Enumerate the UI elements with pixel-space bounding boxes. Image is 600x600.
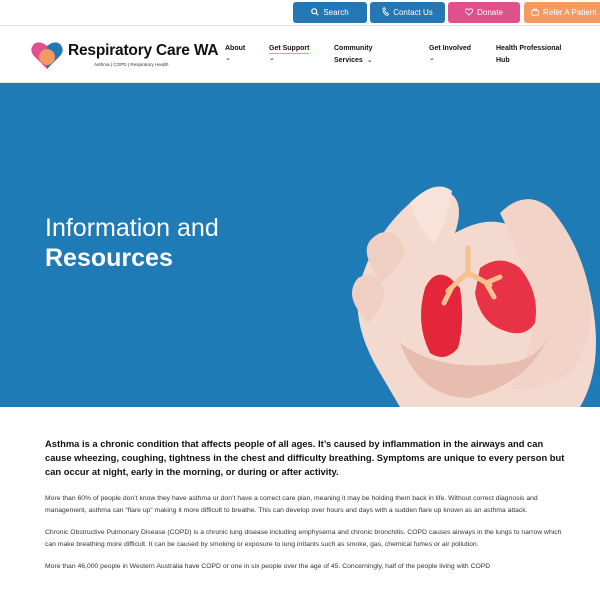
- chevron-down-icon: ⌄: [366, 56, 373, 64]
- nav-community-services[interactable]: [334, 43, 394, 66]
- chevron-down-icon: ⌄: [269, 54, 275, 62]
- phone-icon: [382, 7, 389, 18]
- refer-a-patient-button[interactable]: [524, 2, 600, 23]
- search-icon: [311, 8, 319, 18]
- intro-paragraph: Asthma is a chronic condition that affects people of all ages. It’s caused by inflammation in the airways and can cause wheezing, coughing, tightness in the chest and difficulty breathing. Symptoms are unique to every person but can occur at night, early in the morning, or during or after activity.: [45, 438, 565, 477]
- page-title: [45, 213, 219, 273]
- nav-get-support-label: Get Support: [269, 45, 310, 52]
- search-button[interactable]: [293, 2, 367, 23]
- logo-name: Respiratory Care WA: [68, 42, 219, 59]
- contact-us-label: Contact Us: [393, 8, 433, 17]
- heart-logo-icon: [30, 38, 64, 72]
- search-label: Search: [323, 8, 349, 17]
- chevron-down-icon: ⌄: [429, 54, 435, 62]
- refer-icon: [531, 8, 539, 18]
- nav-get-support[interactable]: [269, 43, 309, 63]
- utility-bar: [0, 0, 600, 26]
- donate-label: Donate: [477, 8, 503, 17]
- refer-a-patient-label: Refer A Patient: [543, 8, 597, 17]
- page-title-line1: Information and: [45, 214, 219, 242]
- logo[interactable]: [30, 38, 220, 72]
- donate-button[interactable]: [448, 2, 520, 23]
- body-paragraph: More than 60% of people don’t know they have asthma or don’t have a correct care plan, meaning it may be holding them back in life. Without correct diagnosis and management, asthma can “flare up” making it more difficult to breathe. This can develop over hours and days with a sudden flare up known as an asthma attack.: [45, 495, 538, 514]
- hands-holding-lungs-image: [340, 173, 600, 407]
- nav-about[interactable]: [225, 43, 245, 63]
- main-content: [45, 437, 565, 584]
- heart-icon: [465, 8, 473, 18]
- body-paragraph: More than 46,000 people in Western Australia have COPD or one in six people over the age of 45. Concerningly, half of the people living with COPD: [45, 563, 491, 570]
- nav-community-services-label: Community Services: [334, 45, 373, 64]
- nav-get-involved[interactable]: [429, 43, 471, 63]
- nav-get-involved-label: Get Involved: [429, 45, 472, 52]
- body-paragraph: Chronic Obstructive Pulmonary Disease (COPD) is a chronic lung disease including emphysema and chronic bronchitis. COPD causes airways in the lungs to narrow which can make breathing more difficult. It can be caused by smoking or exposure to lung irritants such as smoke, gas, chemical fumes or air pollution.: [45, 529, 562, 548]
- page-title-line2: Resources: [45, 244, 173, 272]
- contact-us-button[interactable]: [370, 2, 445, 23]
- chevron-down-icon: ⌄: [225, 54, 231, 62]
- nav-health-professional-hub[interactable]: [496, 43, 576, 66]
- hero-banner: [0, 83, 600, 407]
- logo-tagline: Asthma | COPD | Respiratory Health: [94, 62, 169, 67]
- nav-health-professional-hub-label: Health Professional Hub: [496, 45, 562, 64]
- nav-about-label: About: [225, 45, 246, 52]
- site-header: [0, 26, 600, 83]
